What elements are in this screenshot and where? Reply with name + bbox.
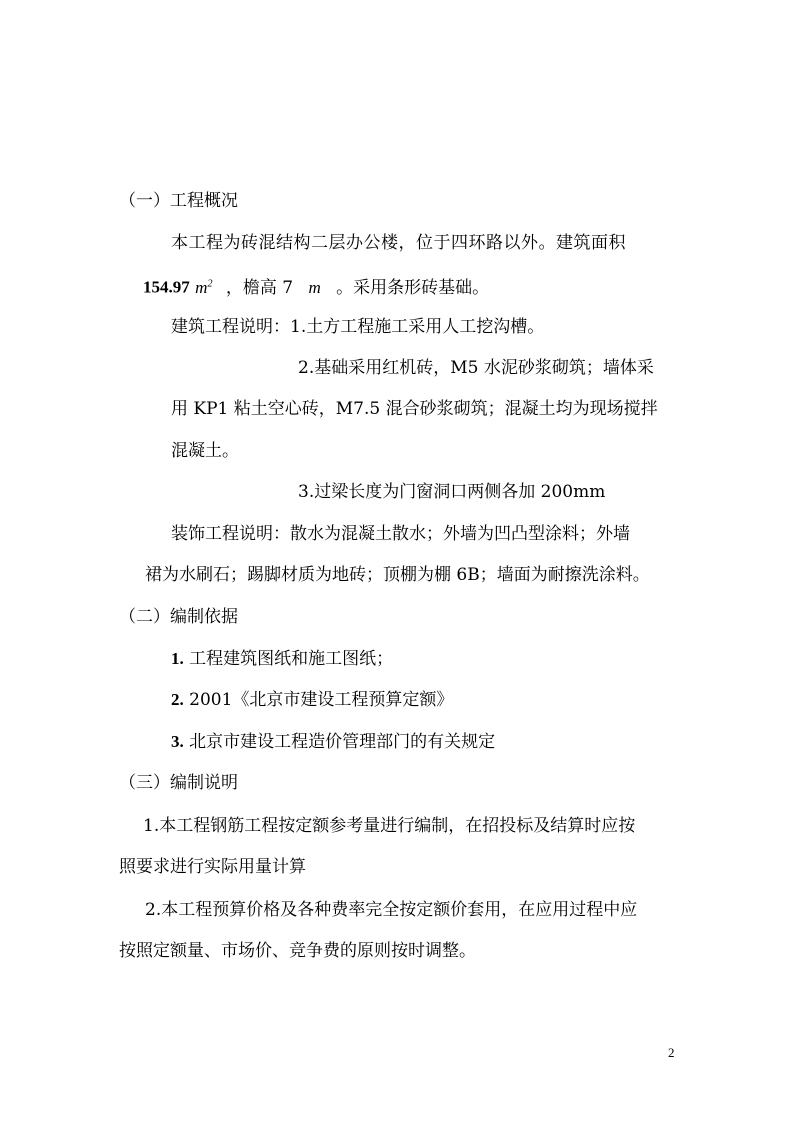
basis-item-1: 1. 工程建筑图纸和施工图纸； [171, 649, 394, 669]
foundation-text: 。采用条形砖基础。 [336, 277, 490, 298]
building-note-2-line-a: 2.基础采用红机砖，M5 水泥砂浆砌筑；墙体采 [298, 358, 654, 378]
overview-paragraph-line-1: 本工程为砖混结构二层办公楼，位于四环路以外。建筑面积 [171, 233, 626, 253]
building-notes-label: 建筑工程说明： [171, 317, 290, 337]
section-heading-basis: （二）编制依据 [119, 607, 238, 627]
area-unit: $m^2$ [195, 277, 213, 297]
basis-item-3: 3. 北京市建设工程造价管理部门的有关规定 [171, 732, 496, 752]
notes-paragraph-1-line-a: 1.本工程钢筋工程按定额参考量进行编制，在招投标及结算时应按 [143, 816, 636, 836]
decoration-notes-line-1: 装饰工程说明：散水为混凝土散水；外墙为凹凸型涂料；外墙 [171, 524, 630, 544]
section-heading-notes: （三）编制说明 [119, 773, 238, 793]
basis-item-2: 2. 2001《北京市建设工程预算定额》 [171, 690, 454, 710]
decoration-notes-line-2: 裙为水刷石；踢脚材质为地砖；顶棚为棚 6B；墙面为耐擦洗涂料。 [145, 565, 650, 585]
section-heading-overview: （一）工程概况 [119, 191, 238, 211]
notes-paragraph-1-line-b: 照要求进行实际用量计算 [119, 857, 306, 877]
notes-paragraph-2-line-a: 2.本工程预算价格及各种费率完全按定额价套用，在应用过程中应 [145, 900, 638, 920]
building-note-1: 1.土方工程施工采用人工挖沟槽。 [290, 317, 545, 337]
building-note-2-line-c: 混凝土。 [171, 441, 239, 461]
building-notes-line-1 [171, 316, 544, 338]
notes-paragraph-2-line-b: 按照定额量、市场价、竞争费的原则按时调整。 [119, 941, 476, 961]
page-number: 2 [668, 1045, 675, 1060]
eave-unit: m [308, 277, 321, 297]
overview-paragraph-line-2 [143, 273, 489, 299]
eave-height-text: ，檐高 7 [225, 277, 294, 298]
building-note-2-line-b: 用 KP1 粘土空心砖，M7.5 混合砂浆砌筑；混凝土均为现场搅拌 [171, 399, 658, 419]
building-note-3: 3.过梁长度为门窗洞口两侧各加 200mm [298, 482, 606, 502]
area-value: 154.97 [143, 277, 190, 297]
